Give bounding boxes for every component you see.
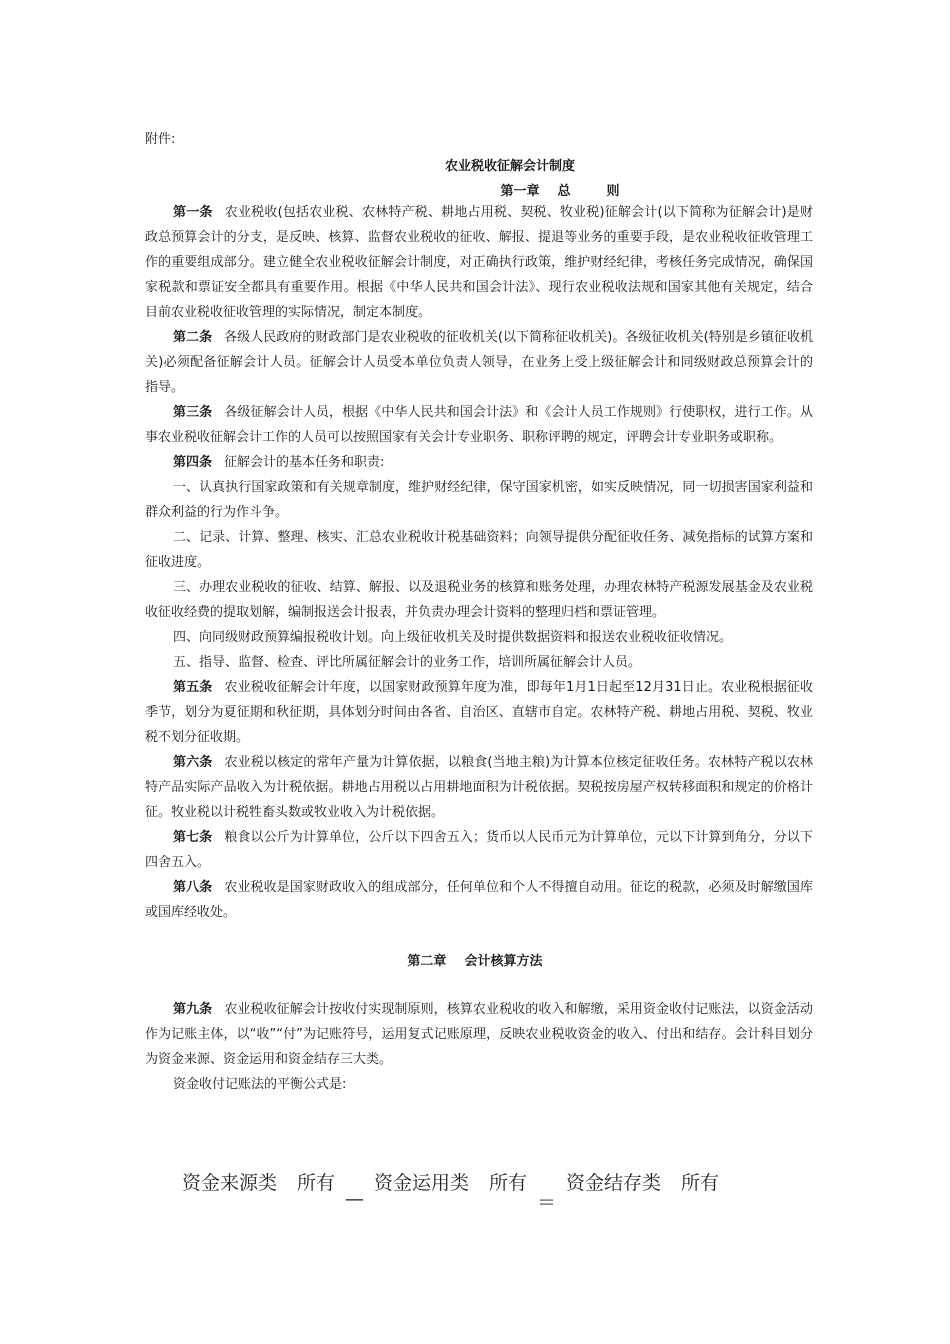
article-text: 农业税收征解会计年度，以国家财政预算年度为准，即每年1月1日起至12月31日止。农业税根据征收季节，划分为夏征期和秋征期，具体划分时间由各省、自治区、直辖市自定。农林特产税、耕地占用税、契税、牧业税不划分征收期。 [145, 680, 813, 745]
article-label: 第五条 [173, 680, 213, 695]
article-text: 农业税收是国家财政收入的组成部分，任何单位和个人不得擅自动用。征讫的税款，必须及时解缴国库或国库经收处。 [145, 880, 813, 920]
duty-item: 一、认真执行国家政策和有关规章制度，维护财经纪律，保守国家机密，如实反映情况，同一切损害国家利益和群众利益的行为作斗争。 [145, 480, 813, 520]
formula-all-1: 所有 [297, 1172, 336, 1194]
formula-all-2: 所有 [489, 1172, 528, 1194]
article-label: 第三条 [173, 405, 213, 420]
formula-term-use: 资金运用类 [374, 1172, 470, 1194]
document-title: 农业税收征解会计制度 [444, 159, 575, 174]
article-4 [145, 450, 813, 475]
article-text: 农业税收(包括农业税、农林特产税、耕地占用税、契税、牧业税)征解会计(以下简称为征解会计)是财政总预算会计的分支，是反映、核算、监督农业税收的征收、解报、提退等业务的重要手段，是农业税收征收管理工作的重要组成部分。建立健全农业税收征解会计制度，对正确执行政策，维护财经纪律，考核任务完成情况，确保国家税款和票证安全都具有重要作用。根据《中华人民共和国会计法》、现行农业税收法规和国家其他有关规定，结合目前农业税收征收管理的实际情况，制定本制度。 [145, 205, 813, 320]
article-label: 第二条 [173, 330, 213, 345]
formula-term-balance: 资金结存类 [566, 1172, 662, 1194]
article-8 [145, 875, 813, 925]
duty-item: 四、向同级财政预算编报税收计划。向上级征收机关及时提供数据资料和报送农业税收征收情况。 [173, 630, 733, 645]
article-text: 农业税以核定的常年产量为计算依据，以粮食(当地主粮)为计算本位核定征收任务。农林特产税以农林特产品实际产品收入为计税依据。耕地占用税以占用耕地面积为计税依据。契税按房屋产权转移面积和规定的价格计征。牧业税以计税牲畜头数或牧业收入为计税依据。 [145, 755, 813, 820]
article-label: 第九条 [173, 1002, 213, 1017]
article-6 [145, 750, 813, 825]
article-9 [145, 997, 813, 1072]
article-3 [145, 400, 813, 450]
duty-item: 三、办理农业税收的征收、结算、解报、以及退税业务的核算和账务处理，办理农林特产税源发展基金及农业税收征收经费的提取划解，编制报送会计报表，并负责办理会计资料的整理归档和票证管理。 [145, 580, 813, 620]
article-label: 第四条 [173, 455, 213, 470]
formula-minus-sign: — [345, 1188, 364, 1210]
article-label: 第七条 [173, 830, 213, 845]
article-text: 农业税收征解会计按收付实现制原则，核算农业税收的收入和解缴，采用资金收付记账法，以资金活动作为记账主体，以“收”“付”为记账符号，运用复式记账原理，反映农业税收资金的收入、付出和结存。会计科目划分为资金来源、资金运用和资金结存三大类。 [145, 1002, 813, 1067]
article-text: 粮食以公斤为计算单位，公斤以下四舍五入；货币以人民币元为计算单位，元以下计算到角分，分以下四舍五入。 [145, 830, 813, 870]
chapter-1-body [145, 200, 813, 925]
article-2 [145, 325, 813, 400]
article-label: 第八条 [173, 880, 213, 895]
chapter-2-body [145, 997, 813, 1097]
article-label: 第六条 [173, 755, 213, 770]
chapter-2-number: 第二章 [407, 954, 447, 969]
article-label: 第一条 [173, 205, 213, 220]
chapter-2-heading [0, 950, 950, 969]
article-text: 各级征解会计人员，根据《中华人民共和国会计法》和《会计人员工作规则》行使职权，进行工作。从事农业税收征解会计工作的人员可以按照国家有关会计专业职务、职称评聘的规定，评聘会计专业职务或职称。 [145, 405, 813, 445]
formula-term-source: 资金来源类 [182, 1172, 278, 1194]
formula-equals-sign: ＝ [537, 1192, 557, 1214]
article-1 [145, 200, 813, 325]
formula-all-3: 所有 [681, 1172, 720, 1194]
attachment-label: 附件: [145, 132, 176, 147]
article-text: 征解会计的基本任务和职责: [224, 455, 385, 470]
duty-item: 五、指导、监督、检查、评比所属征解会计的业务工作，培训所属征解会计人员。 [173, 655, 642, 670]
formula-intro: 资金收付记账法的平衡公式是: [173, 1077, 347, 1092]
article-text: 各级人民政府的财政部门是农业税收的征收机关(以下简称征收机关)。各级征收机关(特别是乡镇征收机关)必须配备征解会计人员。征解会计人员受本单位负责人领导，在业务上受上级征解会计和同级财政总预算会计的指导。 [145, 330, 813, 395]
article-5 [145, 675, 813, 750]
chapter-2-name: 会计核算方法 [464, 954, 543, 969]
chapter-1-heading [85, 180, 950, 199]
chapter-1-number: 第一章 [500, 184, 540, 199]
chapter-1-name-b: 则 [606, 184, 620, 199]
chapter-1-name-a: 总 [557, 184, 571, 199]
duty-item: 二、记录、计算、整理、核实、汇总农业税收计税基础资料；向领导提供分配征收任务、减免指标的试算方案和征收进度。 [145, 530, 813, 570]
article-7 [145, 825, 813, 875]
